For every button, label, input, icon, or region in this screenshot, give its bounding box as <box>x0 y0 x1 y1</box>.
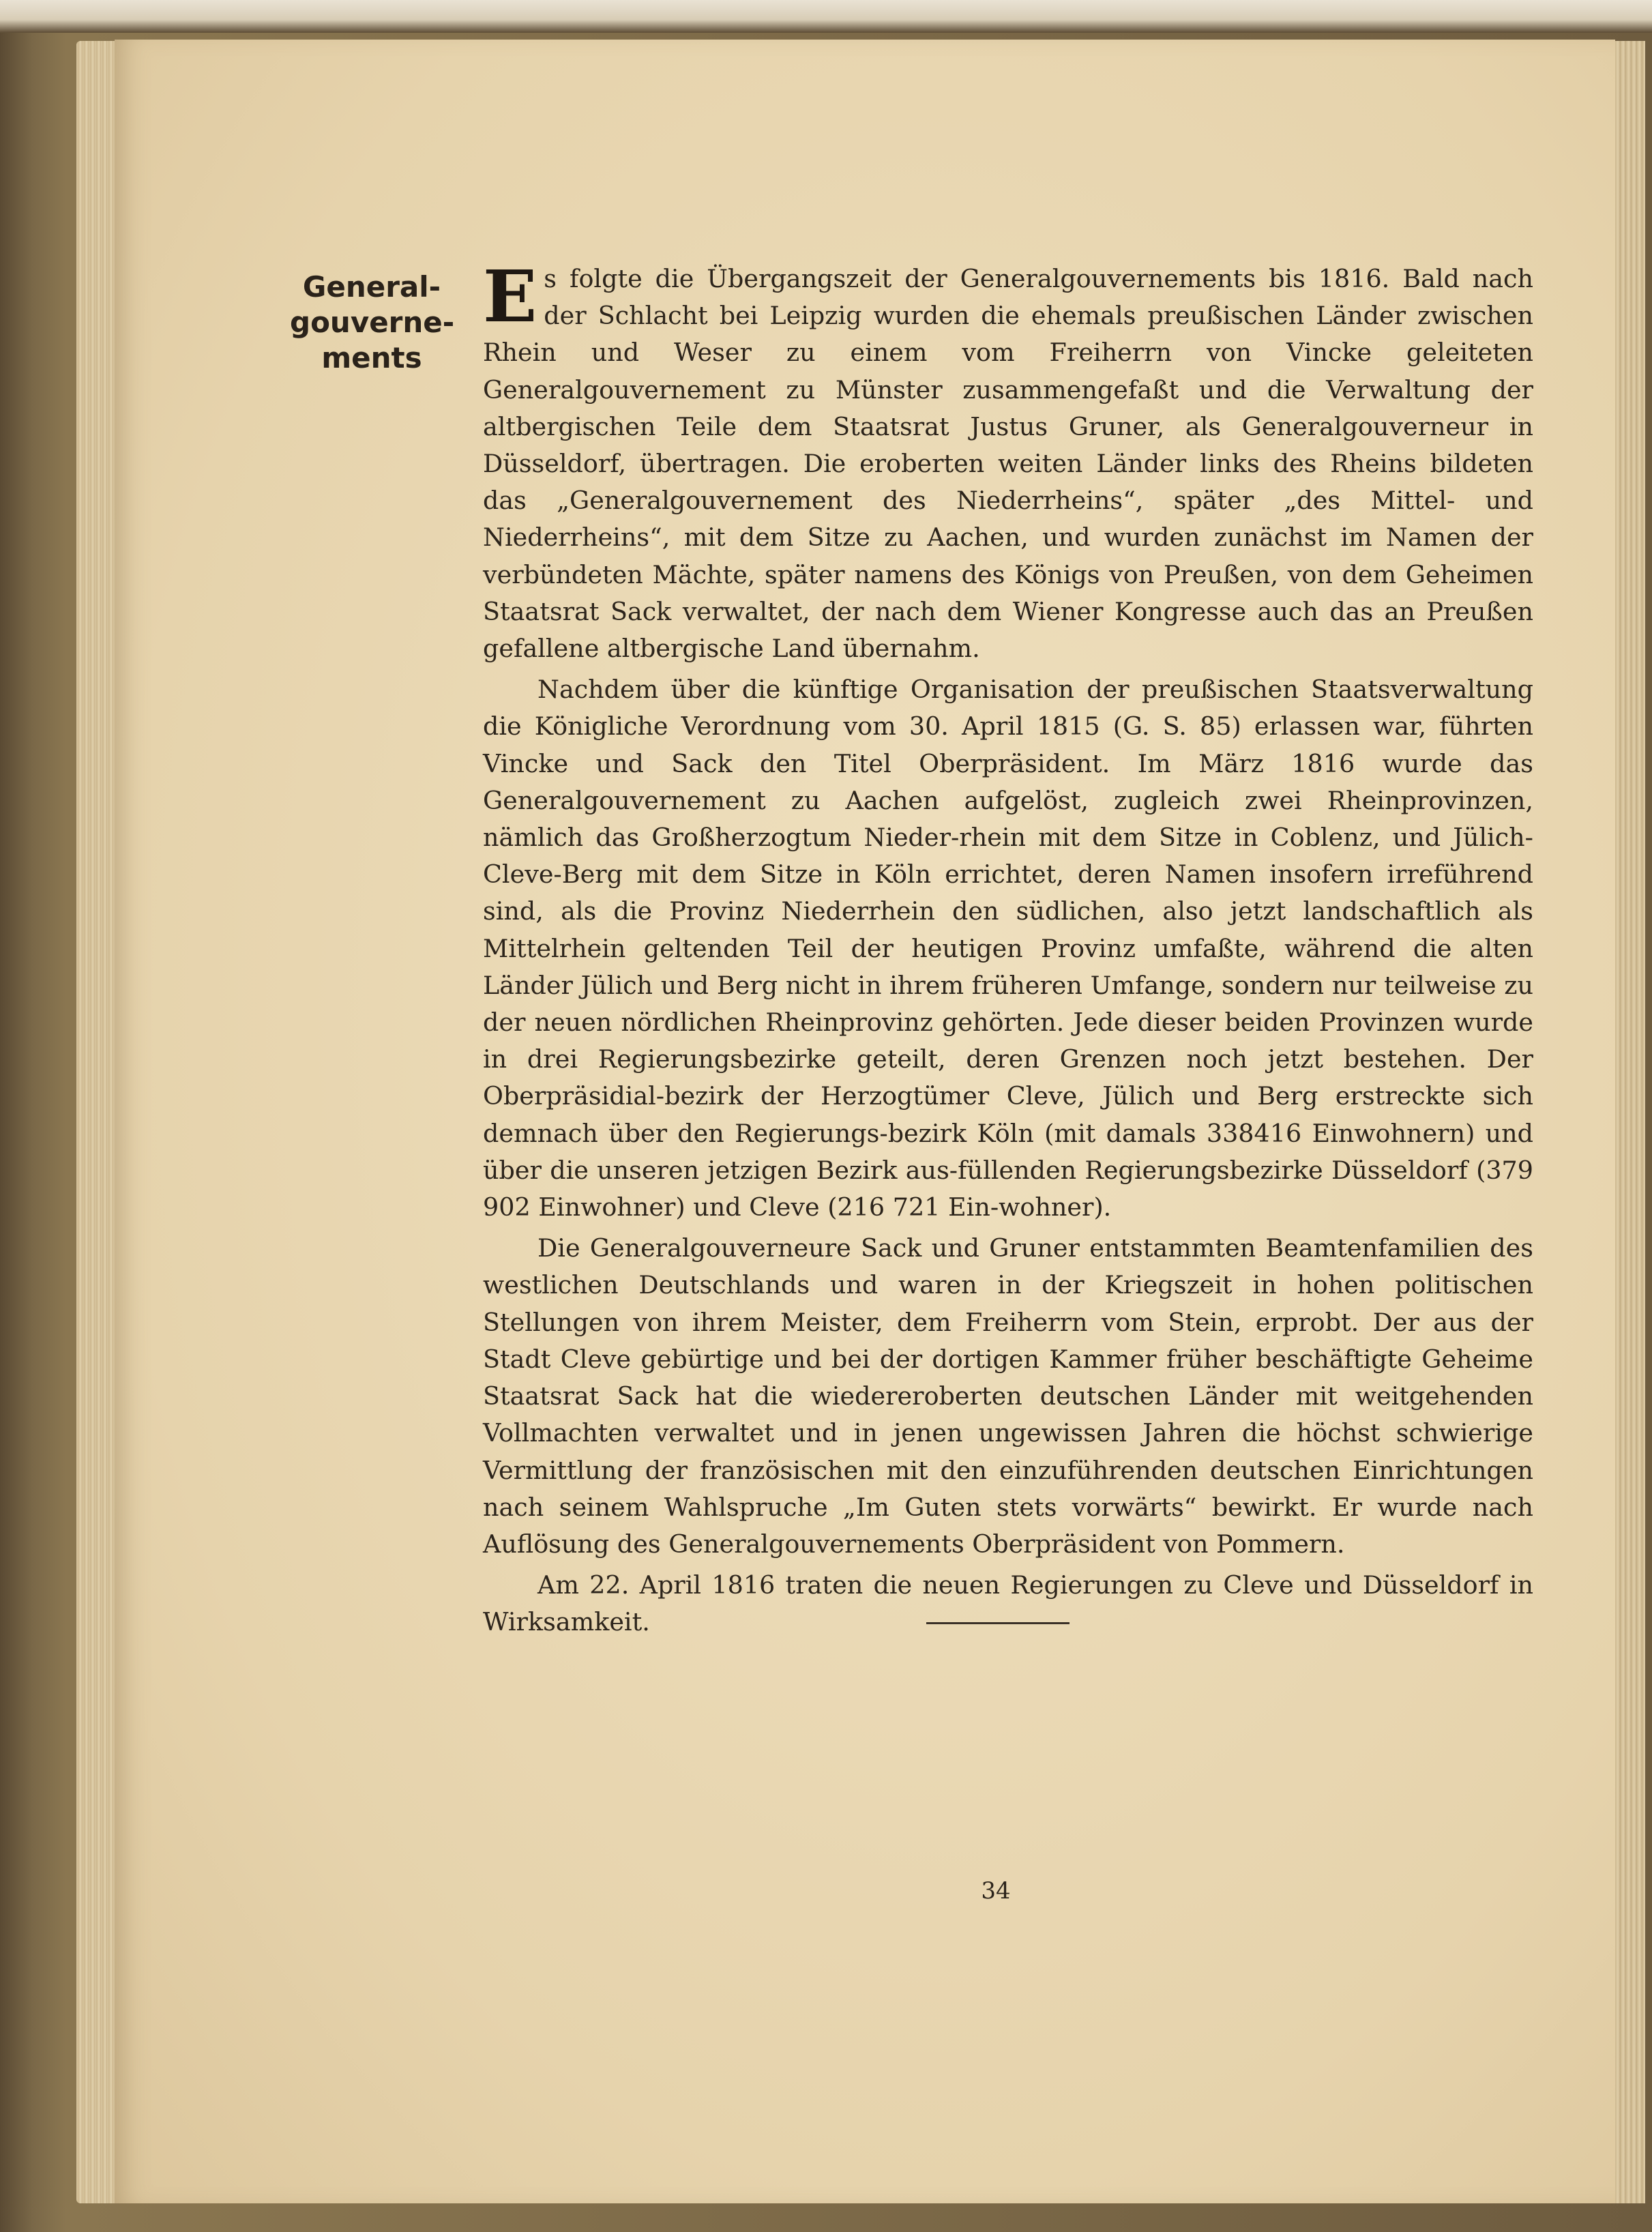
drop-cap: E <box>483 254 537 338</box>
paragraph-1 <box>483 254 1533 667</box>
body-text <box>483 254 1533 1645</box>
page-number: 34 <box>981 1877 1011 1905</box>
paragraph-1-text: s folgte die Übergangszeit der Generalgouvernements bis 1816. Bald nach der Schlacht bei Leipzig wurden die ehemals preußischen Länder zwischen Rhein und Weser zu einem vom Freiherrn von Vincke geleiteten Generalgouvernement zu Münster zusammengefaßt und die Verwaltung der altbergischen Teile dem Staatsrat Justus Gruner, als Generalgouverneur in Düsseldorf, übertragen. Die eroberten weiten Länder links des Rheins bildeten das „Generalgouvernement des Niederrheins“, später „des Mittel- und Niederrheins“, mit dem Sitze zu Aachen, und wurden zunächst im Namen der verbündeten Mächte, später namens des Königs von Preußen, von dem Geheimen Staatsrat Sack verwaltet, der nach dem Wiener Kongresse auch das an Preußen gefallene altbergische Land übernahm. <box>483 264 1533 664</box>
paragraph-2: Nachdem über die künftige Organisation der preußischen Staatsverwaltung die Königliche Verordnung vom 30. April 1815 (G. S. 85) erlassen war, führten Vincke und Sack den Titel Oberpräsident. Im März 1816 wurde das Generalgouvernement zu Aachen aufgelöst, zugleich zwei Rheinprovinzen, nämlich das Großherzogtum Nieder-rhein mit dem Sitze in Coblenz, und Jülich-Cleve-Berg mit dem Sitze in Köln errichtet, deren Namen insofern irreführend sind, als die Provinz Niederrhein den südlichen, also jetzt landschaftlich als Mittelrhein geltenden Teil der heutigen Provinz umfaßte, während die alten Länder Jülich und Berg nicht in ihrem früheren Umfange, sondern nur teilweise zu der neuen nördlichen Rheinprovinz gehörten. Jede dieser beiden Provinzen wurde in drei Regierungsbezirke geteilt, deren Grenzen noch jetzt bestehen. Der Oberpräsidial-bezirk der Herzogtümer Cleve, Jülich und Berg erstreckte sich demnach über den Regierungs-bezirk Köln (mit damals 338416 Einwohnern) und über die unseren jetzigen Bezirk aus-füllenden Regierungsbezirke Düsseldorf (379 902 Einwohner) und Cleve (216 721 Ein-wohner). <box>483 675 1533 1222</box>
scan-top-edge <box>0 0 1652 33</box>
paragraph-4: Am 22. April 1816 traten die neuen Regierungen zu Cleve und Düsseldorf in Wirksamkeit. <box>483 1570 1533 1637</box>
section-divider <box>926 1622 1070 1624</box>
margin-note: General- gouverne- ments <box>290 270 455 375</box>
paragraph-3: Die Generalgouverneure Sack und Gruner entstammten Beamtenfamilien des westlichen Deutschlands und waren in der Kriegszeit in hohen politischen Stellungen von ihrem Meister, dem Freiherrn vom Stein, erprobt. Der aus der Stadt Cleve gebürtige und bei der dortigen Kammer früher beschäftigte Geheime Staatsrat Sack hat die wiedereroberten deutschen Länder mit weitgehenden Vollmachten verwaltet und in jenen ungewissen Jahren die höchst schwierige Vermittlung der französischen mit den einzuführenden deutschen Einrichtungen nach seinem Wahlspruche „Im Guten stets vorwärts“ bewirkt. Er wurde nach Auflösung des Generalgouvernements Oberpräsident von Pommern. <box>483 1233 1533 1559</box>
